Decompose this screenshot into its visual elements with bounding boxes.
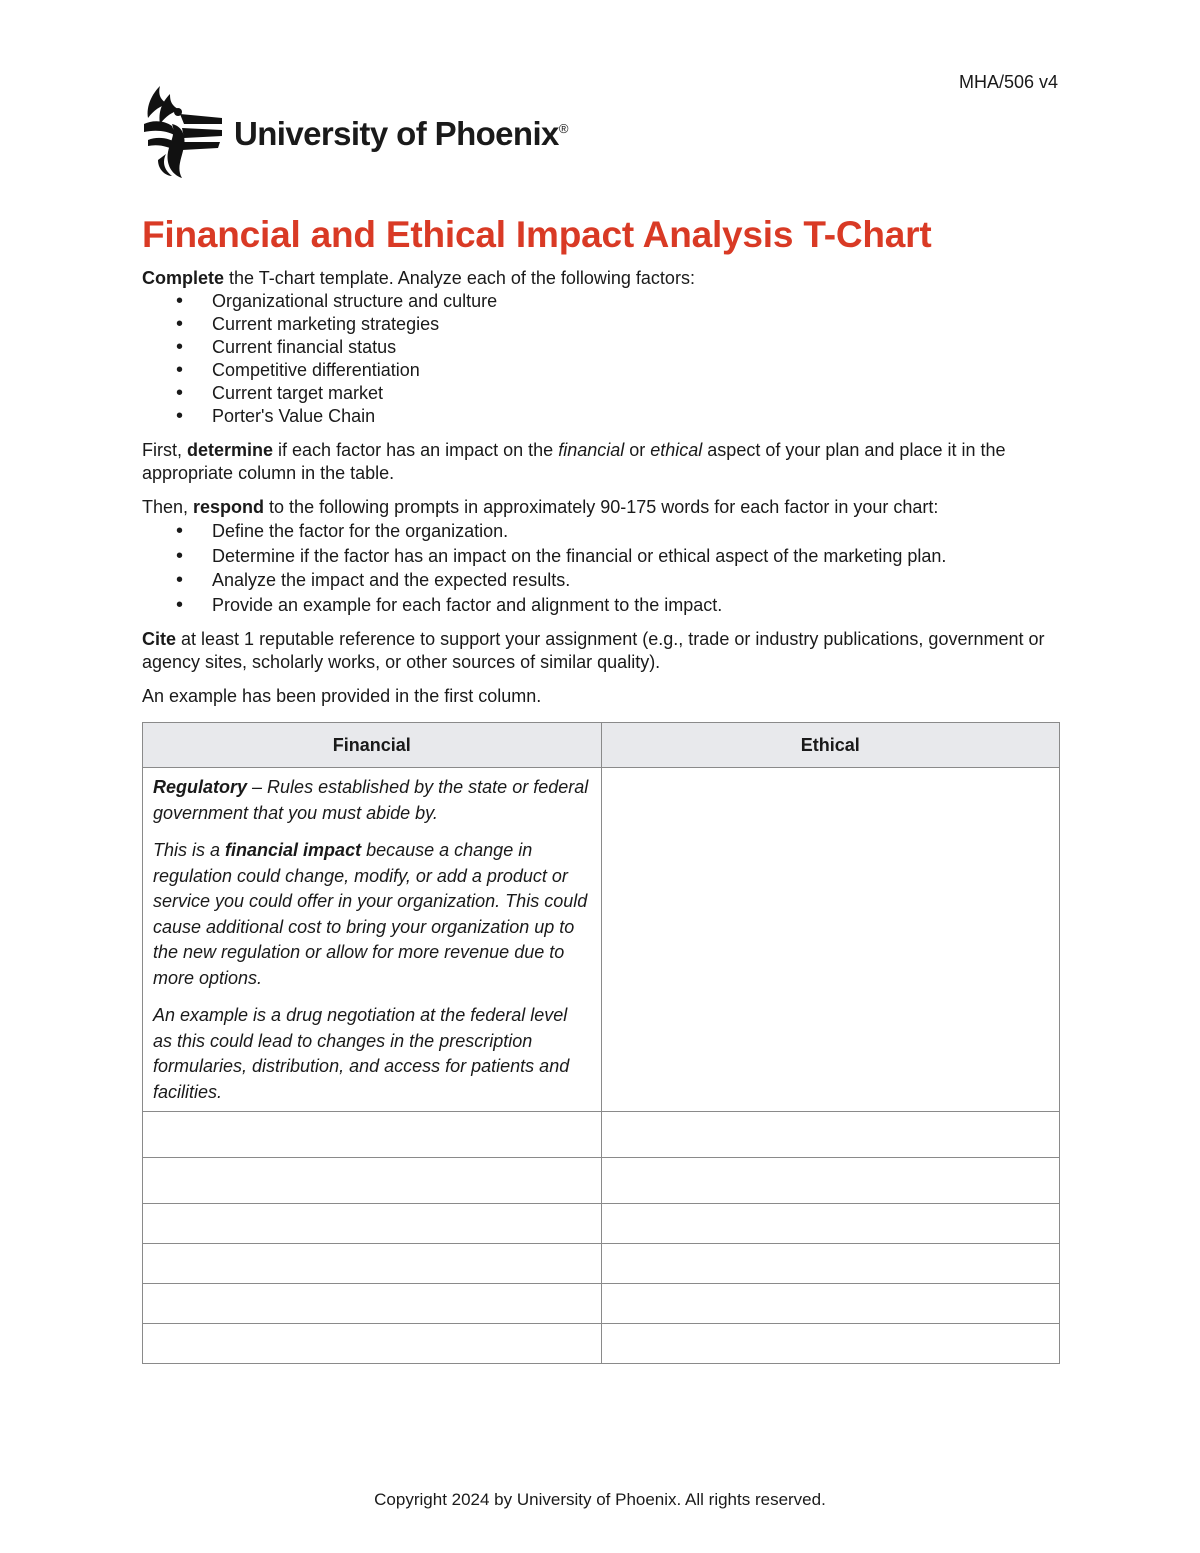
empty-cell-financial[interactable] xyxy=(143,1204,602,1244)
t-chart-table xyxy=(142,722,1060,1364)
determine-paragraph: First, determine if each factor has an impact on the financial or ethical aspect of your plan and place it in the appropriate column in the table. xyxy=(142,440,1006,483)
respond-paragraph: Then, respond to the following prompts in approximately 90-175 words for each factor in your chart: xyxy=(142,497,939,517)
empty-cell-ethical[interactable] xyxy=(601,1284,1060,1324)
logo-wordmark: University of Phoenix® xyxy=(234,115,568,152)
list-item: • Analyze the impact and the expected results. xyxy=(176,568,1060,593)
cite-paragraph: Cite at least 1 reputable reference to support your assignment (e.g., trade or industry publications, government or agency sites, scholarly works, or other sources of similar quality). xyxy=(142,629,1045,672)
column-header-ethical: Ethical xyxy=(601,723,1060,768)
university-logo xyxy=(142,84,568,180)
copyright-footer: Copyright 2024 by University of Phoenix. All rights reserved. xyxy=(374,1490,826,1509)
factors-list xyxy=(176,290,1060,428)
empty-cell-financial[interactable] xyxy=(143,1158,602,1204)
empty-cell-financial[interactable] xyxy=(143,1324,602,1364)
phoenix-logo-icon xyxy=(142,84,224,180)
list-item: • Current financial status xyxy=(176,336,1060,359)
example-note: An example has been provided in the first column. xyxy=(142,686,542,706)
column-header-financial: Financial xyxy=(143,723,602,768)
example-cell-ethical[interactable] xyxy=(601,768,1060,1112)
intro-paragraph: Complete the T-chart template. Analyze each of the following factors: xyxy=(142,268,695,288)
list-item: • Define the factor for the organization. xyxy=(176,519,1060,544)
table-header-row xyxy=(143,723,1060,768)
empty-cell-ethical[interactable] xyxy=(601,1244,1060,1284)
list-item: • Organizational structure and culture xyxy=(176,290,1060,313)
list-item: • Determine if the factor has an impact on the financial or ethical aspect of the marketing plan. xyxy=(176,544,1060,569)
table-row xyxy=(143,1158,1060,1204)
empty-cell-financial[interactable] xyxy=(143,1244,602,1284)
empty-cell-ethical[interactable] xyxy=(601,1158,1060,1204)
table-row xyxy=(143,1244,1060,1284)
prompts-list xyxy=(176,519,1060,617)
table-row xyxy=(143,1284,1060,1324)
registered-mark: ® xyxy=(558,121,568,136)
page-title: Financial and Ethical Impact Analysis T-Chart xyxy=(142,214,932,255)
empty-cell-ethical[interactable] xyxy=(601,1112,1060,1158)
example-cell-financial[interactable] xyxy=(143,768,602,1112)
example-definition: Regulatory – Rules established by the state or federal government that you must abide by. xyxy=(153,777,589,823)
empty-cell-ethical[interactable] xyxy=(601,1204,1060,1244)
empty-cell-financial[interactable] xyxy=(143,1112,602,1158)
list-item: • Competitive differentiation xyxy=(176,359,1060,382)
list-item: • Porter's Value Chain xyxy=(176,405,1060,428)
empty-cell-ethical[interactable] xyxy=(601,1324,1060,1364)
example-illustration: An example is a drug negotiation at the federal level as this could lead to changes in the prescription formularies, distribution, and access for patients and facilities. xyxy=(153,1005,570,1102)
empty-cell-financial[interactable] xyxy=(143,1284,602,1324)
table-row xyxy=(143,1324,1060,1364)
list-item: • Current marketing strategies xyxy=(176,313,1060,336)
table-row xyxy=(143,1204,1060,1244)
example-explanation: This is a financial impact because a change in regulation could change, modify, or add a product or service you could offer in your organization. This could cause additional cost to bring your organization up to the new regulation or allow for more revenue due to more options. xyxy=(153,840,588,988)
list-item: • Current target market xyxy=(176,382,1060,405)
document-body xyxy=(142,212,1060,708)
table-row xyxy=(143,768,1060,1112)
list-item: • Provide an example for each factor and alignment to the impact. xyxy=(176,593,1060,618)
course-code: MHA/506 v4 xyxy=(958,72,1058,92)
table-row xyxy=(143,1112,1060,1158)
